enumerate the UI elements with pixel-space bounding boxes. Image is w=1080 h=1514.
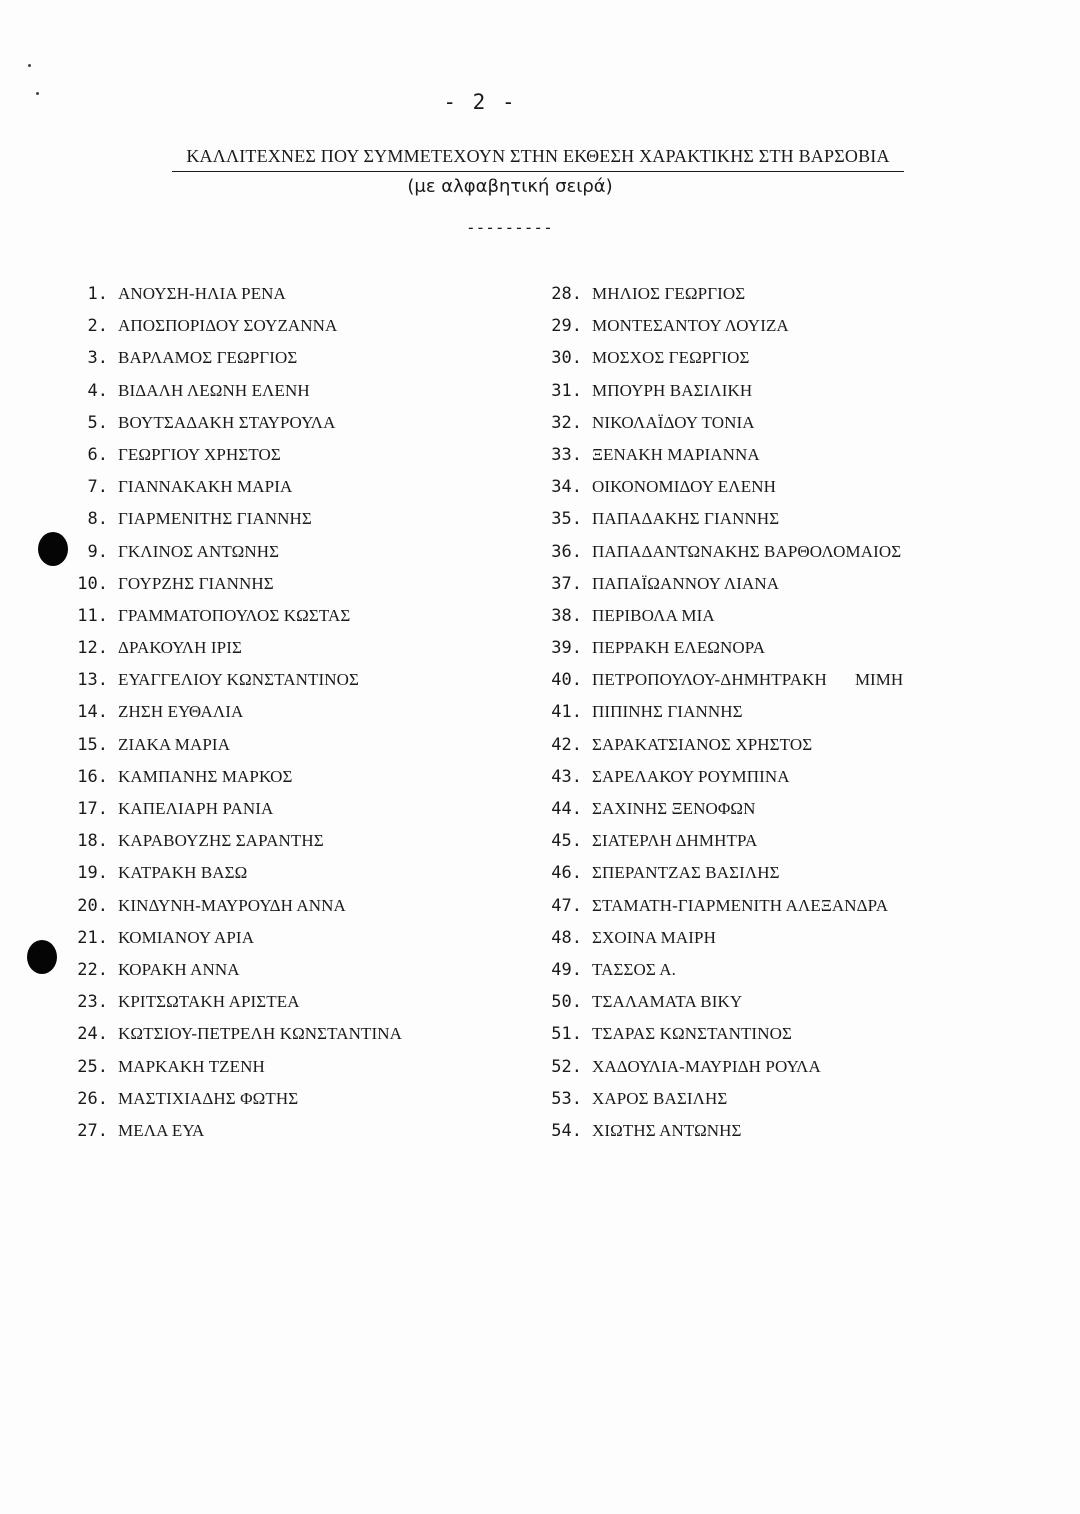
artist-list-item xyxy=(534,443,954,475)
artist-name: ΚΙΝΔΥΝΗ-ΜΑΥΡΟΥΔΗ ΑΝΝΑ xyxy=(118,895,346,915)
artist-number: 51. xyxy=(551,1024,582,1045)
artist-number: 28. xyxy=(551,284,582,304)
artist-name: ΜΟΝΤΕΣΑΝΤΟΥ ΛΟΥΙΖΑ xyxy=(592,316,789,336)
artist-list-item xyxy=(534,572,954,604)
artist-number: 32. xyxy=(551,412,582,433)
artist-name: ΒΙΔΑΛΗ ΛΕΩΝΗ ΕΛΕΝΗ xyxy=(118,380,310,400)
artist-number: 18. xyxy=(77,831,108,852)
artist-name: ΚΟΜΙΑΝΟΥ ΑΡΙΑ xyxy=(118,927,255,947)
artist-number: 21. xyxy=(77,927,108,948)
artist-list-item xyxy=(60,411,480,443)
artist-name: ΠΙΠΙΝΗΣ ΓΙΑΝΝΗΣ xyxy=(592,702,743,722)
artist-list-item xyxy=(60,1119,480,1151)
artist-name: ΤΣΑΛΑΜΑΤΑ ΒΙΚΥ xyxy=(592,992,743,1012)
artist-number: 31. xyxy=(551,380,582,401)
page-subtitle: (με αλφαβητική σειρά) xyxy=(407,176,613,197)
artist-name: ΣΑΡΕΛΑΚΟΥ ΡΟΥΜΠΙΝΑ xyxy=(592,766,790,786)
artist-number: 38. xyxy=(551,605,582,626)
artist-number: 33. xyxy=(551,444,582,465)
artist-number: 23. xyxy=(77,992,108,1013)
artist-name: ΚΑΡΑΒΟΥΖΗΣ ΣΑΡΑΝΤΗΣ xyxy=(118,831,324,851)
scan-speck xyxy=(28,64,31,67)
page-number: - 2 - xyxy=(443,90,517,114)
artist-name: ΜΟΣΧΟΣ ΓΕΩΡΓΙΟΣ xyxy=(592,348,750,368)
artist-number: 35. xyxy=(551,509,582,530)
artist-name: ΧΑΡΟΣ ΒΑΣΙΛΗΣ xyxy=(592,1088,728,1108)
artist-number: 54. xyxy=(551,1120,582,1141)
artist-list-item xyxy=(534,700,954,732)
artist-list-item xyxy=(534,733,954,765)
artist-list-item xyxy=(60,1087,480,1119)
artist-list-item xyxy=(534,861,954,893)
artist-list-item xyxy=(534,540,954,572)
artist-list-item xyxy=(60,379,480,411)
artist-name: ΔΡΑΚΟΥΛΗ ΙΡΙΣ xyxy=(118,638,242,658)
artist-number: 20. xyxy=(77,895,108,916)
artist-list-item xyxy=(534,411,954,443)
artist-number: 24. xyxy=(77,1024,108,1045)
artist-list-item xyxy=(60,507,480,539)
artist-name: ΣΑΧΙΝΗΣ ΞΕΝΟΦΩΝ xyxy=(592,799,756,818)
artist-list-right xyxy=(534,282,954,1151)
artist-name: ΓΚΛΙΝΟΣ ΑΝΤΩΝΗΣ xyxy=(118,541,280,561)
artist-number: 44. xyxy=(551,799,582,819)
artist-list-item xyxy=(60,990,480,1022)
artist-list-item xyxy=(60,540,480,572)
artist-name: ΑΠΟΣΠΟΡΙΔΟΥ ΣΟΥΖΑΝΝΑ xyxy=(118,316,338,336)
artist-list-item xyxy=(534,282,954,314)
artist-list-item xyxy=(534,314,954,346)
artist-name: ΠΕΤΡΟΠΟΥΛΟΥ-ΔΗΜΗΤΡΑΚΗ xyxy=(592,670,827,690)
artist-list-item xyxy=(534,604,954,636)
artist-name: ΣΙΑΤΕΡΛΗ ΔΗΜΗΤΡΑ xyxy=(592,831,758,851)
artist-list-item xyxy=(534,636,954,668)
artist-name: ΜΠΟΥΡΗ ΒΑΣΙΛΙΚΗ xyxy=(592,380,753,400)
artist-name: ΓΙΑΡΜΕΝΙΤΗΣ ΓΙΑΝΝΗΣ xyxy=(118,509,312,529)
artist-name: ΣΠΕΡΑΝΤΖΑΣ ΒΑΣΙΛΗΣ xyxy=(592,863,780,883)
artist-name-extra: ΜΙΜΗ xyxy=(854,670,904,690)
artist-number: 25. xyxy=(77,1056,108,1077)
artist-number: 2. xyxy=(87,316,108,337)
artist-name: ΝΙΚΟΛΑΪΔΟΥ ΤΟΝΙΑ xyxy=(592,412,755,432)
artist-number: 34. xyxy=(551,477,582,498)
artist-name: ΟΙΚΟΝΟΜΙΔΟΥ ΕΛΕΝΗ xyxy=(592,477,776,497)
artist-name: ΣΤΑΜΑΤΗ-ΓΙΑΡΜΕΝΙΤΗ ΑΛΕΞΑΝΔΡΑ xyxy=(592,895,889,915)
artist-number: 8. xyxy=(87,509,108,530)
artist-name: ΣΧΟΙΝΑ ΜΑΙΡΗ xyxy=(592,927,716,947)
artist-name: ΜΑΡΚΑΚΗ ΤΖΕΝΗ xyxy=(118,1056,265,1076)
artist-number: 1. xyxy=(87,284,108,304)
artist-number: 3. xyxy=(87,348,108,369)
artist-number: 13. xyxy=(77,670,108,691)
artist-name: ΚΡΙΤΣΩΤΑΚΗ ΑΡΙΣΤΕΑ xyxy=(118,992,300,1012)
artist-number: 46. xyxy=(551,863,582,884)
artist-number: 36. xyxy=(551,541,582,562)
artist-name: ΠΕΡΙΒΟΛΑ ΜΙΑ xyxy=(592,605,715,625)
artist-number: 14. xyxy=(77,702,108,723)
punch-hole-top xyxy=(38,532,68,566)
artist-list-item xyxy=(534,765,954,797)
artist-list-item xyxy=(60,668,480,700)
artist-list-item xyxy=(534,958,954,990)
artist-name: ΜΗΛΙΟΣ ΓΕΩΡΓΙΟΣ xyxy=(592,284,746,303)
artist-number: 42. xyxy=(551,734,582,755)
artist-list-item xyxy=(60,894,480,926)
artist-name: ΖΙΑΚΑ ΜΑΡΙΑ xyxy=(118,734,231,754)
artist-list-item xyxy=(534,990,954,1022)
artist-list-item xyxy=(534,1022,954,1054)
artist-list-item xyxy=(60,861,480,893)
artist-number: 37. xyxy=(551,573,582,594)
artist-name: ΜΕΛΑ ΕΥΑ xyxy=(118,1120,205,1140)
artist-list-item xyxy=(534,1087,954,1119)
artist-name: ΠΑΠΑΔΑΝΤΩΝΑΚΗΣ ΒΑΡΘΟΛΟΜΑΙΟΣ xyxy=(592,541,902,561)
artist-name: ΕΥΑΓΓΕΛΙΟΥ ΚΩΝΣΤΑΝΤΙΝΟΣ xyxy=(118,670,359,690)
artist-number: 19. xyxy=(77,863,108,884)
artist-list-item xyxy=(60,926,480,958)
artist-number: 43. xyxy=(551,766,582,787)
artist-list-item xyxy=(534,475,954,507)
artist-number: 53. xyxy=(551,1088,582,1109)
artist-name: ΜΑΣΤΙΧΙΑΔΗΣ ΦΩΤΗΣ xyxy=(118,1088,299,1108)
artist-name: ΠΕΡΡΑΚΗ ΕΛΕΩΝΟΡΑ xyxy=(592,638,766,658)
dashed-divider: --------- xyxy=(466,218,553,237)
artist-list-item xyxy=(534,346,954,378)
artist-number: 45. xyxy=(551,831,582,852)
artist-name: ΚΑΤΡΑΚΗ ΒΑΣΩ xyxy=(118,863,248,883)
artist-number: 49. xyxy=(551,959,582,980)
artist-number: 40. xyxy=(551,670,582,691)
artist-number: 27. xyxy=(77,1120,108,1141)
artist-name: ΑΝΟΥΣΗ-ΗΛΙΑ ΡΕΝΑ xyxy=(118,284,286,303)
artist-name: ΚΑΠΕΛΙΑΡΗ ΡΑΝΙΑ xyxy=(118,799,274,818)
artist-list-item xyxy=(534,1119,954,1151)
artist-list-item xyxy=(534,668,954,700)
artist-list-item xyxy=(60,1055,480,1087)
artist-name: ΚΟΡΑΚΗ ΑΝΝΑ xyxy=(118,959,240,979)
artist-list-left xyxy=(60,282,480,1151)
artist-list-item xyxy=(60,829,480,861)
artist-name: ΒΑΡΛΑΜΟΣ ΓΕΩΡΓΙΟΣ xyxy=(118,348,298,368)
artist-list-item xyxy=(60,475,480,507)
artist-list-item xyxy=(60,604,480,636)
artist-list-item xyxy=(60,765,480,797)
artist-list-item xyxy=(60,958,480,990)
artist-number: 30. xyxy=(551,348,582,369)
artist-number: 4. xyxy=(87,380,108,401)
artist-number: 47. xyxy=(551,895,582,916)
artist-number: 9. xyxy=(87,541,108,562)
artist-number: 52. xyxy=(551,1056,582,1077)
artist-number: 12. xyxy=(77,638,108,659)
artist-name: ΓΟΥΡΖΗΣ ΓΙΑΝΝΗΣ xyxy=(118,573,274,593)
artist-name: ΒΟΥΤΣΑΔΑΚΗ ΣΤΑΥΡΟΥΛΑ xyxy=(118,412,336,432)
artist-number: 5. xyxy=(87,412,108,433)
artist-name: ΚΑΜΠΑΝΗΣ ΜΑΡΚΟΣ xyxy=(118,766,293,786)
artist-name: ΠΑΠΑΪΩΑΝΝΟΥ ΛΙΑΝΑ xyxy=(592,573,780,593)
artist-list-item xyxy=(60,443,480,475)
artist-number: 7. xyxy=(87,477,108,498)
punch-hole-bottom xyxy=(27,940,57,974)
artist-list-item xyxy=(534,507,954,539)
artist-number: 50. xyxy=(551,992,582,1013)
artist-name: ΓΡΑΜΜΑΤΟΠΟΥΛΟΣ ΚΩΣΤΑΣ xyxy=(118,605,351,625)
artist-list-item xyxy=(60,700,480,732)
artist-list-item xyxy=(60,1022,480,1054)
artist-name: ΖΗΣΗ ΕΥΘΑΛΙΑ xyxy=(118,702,244,722)
page-title: ΚΑΛΛΙΤΕΧΝΕΣ ΠΟΥ ΣΥΜΜΕΤΕΧΟΥΝ ΣΤΗΝ ΕΚΘΕΣΗ ΧΑΡΑΚΤΙΚΗΣ ΣΤΗ ΒΑΡΣΟΒΙΑ xyxy=(172,146,904,172)
artist-name: ΞΕΝΑΚΗ ΜΑΡΙΑΝΝΑ xyxy=(592,444,760,464)
artist-list-item xyxy=(534,379,954,411)
artist-name: ΓΙΑΝΝΑΚΑΚΗ ΜΑΡΙΑ xyxy=(118,477,293,497)
artist-name: ΧΑΔΟΥΛΙΑ-ΜΑΥΡΙΔΗ ΡΟΥΛΑ xyxy=(592,1056,821,1076)
artist-number: 39. xyxy=(551,638,582,659)
artist-number: 15. xyxy=(77,734,108,755)
artist-name: ΤΣΑΡΑΣ ΚΩΝΣΤΑΝΤΙΝΟΣ xyxy=(592,1024,792,1044)
artist-name: ΚΩΤΣΙΟΥ-ΠΕΤΡΕΛΗ ΚΩΝΣΤΑΝΤΙΝΑ xyxy=(118,1024,403,1044)
artist-name: ΧΙΩΤΗΣ ΑΝΤΩΝΗΣ xyxy=(592,1120,742,1140)
scan-speck xyxy=(36,92,39,95)
artist-list-item xyxy=(534,926,954,958)
artist-number: 17. xyxy=(77,799,108,819)
artist-number: 48. xyxy=(551,927,582,948)
artist-list-item xyxy=(60,636,480,668)
artist-number: 22. xyxy=(77,959,108,980)
artist-list-item xyxy=(60,797,480,829)
artist-number: 10. xyxy=(77,573,108,594)
artist-number: 11. xyxy=(77,605,108,626)
artist-list-item xyxy=(60,572,480,604)
artist-list-item xyxy=(60,314,480,346)
artist-number: 16. xyxy=(77,766,108,787)
artist-list-item xyxy=(534,1055,954,1087)
artist-number: 29. xyxy=(551,316,582,337)
artist-list-item xyxy=(60,733,480,765)
artist-list-item xyxy=(534,829,954,861)
artist-number: 41. xyxy=(551,702,582,723)
artist-list-item xyxy=(534,797,954,829)
artist-name: ΓΕΩΡΓΙΟΥ ΧΡΗΣΤΟΣ xyxy=(118,444,281,464)
artist-list-item xyxy=(534,894,954,926)
artist-name: ΠΑΠΑΔΑΚΗΣ ΓΙΑΝΝΗΣ xyxy=(592,509,780,529)
artist-name: ΣΑΡΑΚΑΤΣΙΑΝΟΣ ΧΡΗΣΤΟΣ xyxy=(592,734,813,754)
artist-number: 6. xyxy=(87,444,108,465)
artist-name: ΤΑΣΣΟΣ Α. xyxy=(592,959,676,979)
artist-number: 26. xyxy=(77,1088,108,1109)
artist-list-item xyxy=(60,346,480,378)
artist-list-item xyxy=(60,282,480,314)
